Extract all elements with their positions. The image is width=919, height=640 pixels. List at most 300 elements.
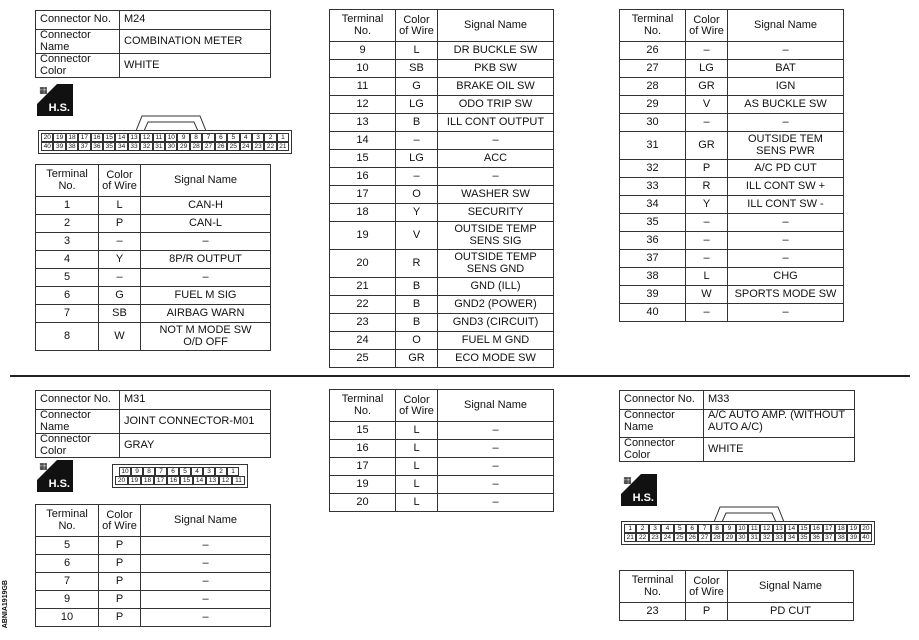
wire-color-cell: L — [396, 42, 438, 60]
table-row — [36, 287, 271, 305]
terminal-no-cell: 28 — [620, 78, 686, 96]
terminal-no-cell: 23 — [620, 603, 686, 621]
connector-pin: 38 — [835, 533, 847, 542]
wire-color-cell: GR — [686, 78, 728, 96]
connector-pin: 36 — [91, 142, 103, 151]
connector-pin: 8 — [711, 524, 723, 533]
m33-terminal-table — [619, 570, 854, 621]
connector-pin: 18 — [835, 524, 847, 533]
table-row — [620, 178, 844, 196]
signal-name-cell: – — [141, 591, 271, 609]
signal-name-cell: – — [141, 233, 271, 251]
terminal-no-cell: 12 — [330, 96, 396, 114]
connector-pin: 5 — [674, 524, 686, 533]
signal-name-cell: ILL CONT SW - — [728, 196, 844, 214]
terminal-no-cell: 40 — [620, 304, 686, 322]
wire-color-cell: SB — [99, 305, 141, 323]
terminal-no-cell: 34 — [620, 196, 686, 214]
section-divider — [10, 375, 910, 377]
terminal-no-cell: 32 — [620, 160, 686, 178]
table-row — [620, 603, 854, 621]
wire-color-cell: Y — [686, 196, 728, 214]
connector-pin: 18 — [66, 133, 78, 142]
wire-color-cell: B — [396, 314, 438, 332]
connector-pin: 27 — [698, 533, 710, 542]
signal-name-cell: CHG — [728, 268, 844, 286]
terminal-no-cell: 4 — [36, 251, 99, 269]
connector-pin: 31 — [748, 533, 760, 542]
connector-pin: 11 — [153, 133, 165, 142]
connector-pin: 38 — [66, 142, 78, 151]
connector-pin: 16 — [167, 476, 180, 485]
header-color-of-wire: Color of Wire — [396, 390, 438, 422]
terminal-no-cell: 11 — [330, 78, 396, 96]
signal-name-cell: BRAKE OIL SW — [438, 78, 554, 96]
connector-pin: 11 — [232, 476, 245, 485]
connector-pin: 17 — [154, 476, 167, 485]
header-terminal-no: Terminal No. — [620, 571, 686, 603]
signal-name-cell: – — [728, 214, 844, 232]
wire-color-cell: – — [686, 232, 728, 250]
signal-name-cell: ECO MODE SW — [438, 350, 554, 368]
connector-pin: 3 — [649, 524, 661, 533]
label-connector-color: Connector Color — [36, 434, 120, 458]
m24-terminal-table-2 — [329, 9, 554, 368]
header-terminal-no: Terminal No. — [620, 10, 686, 42]
signal-name-cell: CAN-H — [141, 197, 271, 215]
wire-color-cell: L — [396, 422, 438, 440]
signal-name-cell: – — [141, 609, 271, 627]
connector-pin: 12 — [219, 476, 232, 485]
connector-pin: 36 — [810, 533, 822, 542]
table-row — [330, 42, 554, 60]
label-connector-no: Connector No. — [36, 391, 120, 410]
m24-terminal-table-3 — [619, 9, 844, 322]
connector-pin: 32 — [140, 142, 152, 151]
table-row — [620, 304, 844, 322]
connector-pin: 13 — [773, 524, 785, 533]
connector-pin: 15 — [103, 133, 115, 142]
wire-color-cell: L — [99, 197, 141, 215]
connector-pin: 28 — [711, 533, 723, 542]
signal-name-cell: CAN-L — [141, 215, 271, 233]
wire-color-cell: P — [686, 160, 728, 178]
table-row — [330, 168, 554, 186]
m31-connector-no: M31 — [120, 391, 271, 410]
connector-pin: 18 — [141, 476, 154, 485]
connector-pin: 14 — [785, 524, 797, 533]
connector-pin: 17 — [78, 133, 90, 142]
terminal-no-cell: 22 — [330, 296, 396, 314]
wire-color-cell: P — [99, 591, 141, 609]
terminal-no-cell: 6 — [36, 555, 99, 573]
connector-pin: 2 — [264, 133, 276, 142]
table-row — [330, 96, 554, 114]
connector-pin: 40 — [41, 142, 53, 151]
table-row — [330, 250, 554, 278]
connector-pin: 32 — [760, 533, 772, 542]
m31-connector-color: GRAY — [120, 434, 271, 458]
table-row — [330, 278, 554, 296]
table-row — [330, 350, 554, 368]
terminal-no-cell: 23 — [330, 314, 396, 332]
connector-pin: 33 — [128, 142, 140, 151]
header-color-of-wire: Color of Wire — [686, 10, 728, 42]
signal-name-cell: FUEL M GND — [438, 332, 554, 350]
connector-pin: 19 — [128, 476, 141, 485]
terminal-no-cell: 16 — [330, 168, 396, 186]
table-row — [620, 286, 844, 304]
connector-pin: 7 — [202, 133, 214, 142]
connector-pin: 26 — [215, 142, 227, 151]
terminal-no-cell: 2 — [36, 215, 99, 233]
wire-color-cell: B — [396, 296, 438, 314]
connector-pin: 23 — [252, 142, 264, 151]
terminal-no-cell: 33 — [620, 178, 686, 196]
wire-color-cell: V — [396, 222, 438, 250]
wire-color-cell: SB — [396, 60, 438, 78]
wire-color-cell: L — [686, 268, 728, 286]
table-row — [620, 78, 844, 96]
wire-color-cell: V — [686, 96, 728, 114]
header-signal-name: Signal Name — [141, 505, 271, 537]
table-row — [330, 186, 554, 204]
wire-color-cell: W — [686, 286, 728, 304]
m33-connector-face — [621, 521, 875, 545]
connector-pin: 13 — [206, 476, 219, 485]
table-row — [620, 132, 844, 160]
table-row — [330, 494, 554, 512]
connector-pin: 25 — [674, 533, 686, 542]
connector-pin: 2 — [636, 524, 648, 533]
hs-label: H.S. — [48, 478, 70, 490]
m33-pin-row-bottom — [624, 533, 872, 542]
connector-pin: 7 — [155, 467, 167, 476]
signal-name-cell: ODO TRIP SW — [438, 96, 554, 114]
table-row — [620, 60, 844, 78]
connector-pin: 24 — [240, 142, 252, 151]
terminal-no-cell: 7 — [36, 305, 99, 323]
table-row — [620, 232, 844, 250]
signal-name-cell: – — [438, 458, 554, 476]
terminal-no-cell: 20 — [330, 250, 396, 278]
wire-color-cell: – — [686, 42, 728, 60]
connector-pin: 37 — [823, 533, 835, 542]
connector-pin: 4 — [240, 133, 252, 142]
connector-pin: 14 — [115, 133, 127, 142]
label-connector-color: Connector Color — [620, 438, 704, 462]
table-row — [36, 609, 271, 627]
label-connector-color: Connector Color — [36, 54, 120, 78]
signal-name-cell: ILL CONT SW + — [728, 178, 844, 196]
connector-pin: 27 — [202, 142, 214, 151]
connector-pin: 30 — [736, 533, 748, 542]
wire-color-cell: W — [99, 323, 141, 351]
connector-pin: 21 — [624, 533, 636, 542]
connector-pin: 1 — [227, 467, 239, 476]
terminal-no-cell: 19 — [330, 222, 396, 250]
terminal-no-cell: 10 — [330, 60, 396, 78]
terminal-no-cell: 17 — [330, 458, 396, 476]
connector-pin: 9 — [131, 467, 143, 476]
wire-color-cell: – — [99, 233, 141, 251]
signal-name-cell: BAT — [728, 60, 844, 78]
signal-name-cell: – — [728, 42, 844, 60]
connector-pin: 11 — [748, 524, 760, 533]
m31-connector-face — [112, 464, 248, 488]
signal-name-cell: OUTSIDE TEMP SENS GND — [438, 250, 554, 278]
signal-name-cell: GND2 (POWER) — [438, 296, 554, 314]
wire-color-cell: LG — [686, 60, 728, 78]
connector-pin: 17 — [823, 524, 835, 533]
signal-name-cell: – — [141, 573, 271, 591]
connector-pin: 1 — [624, 524, 636, 533]
table-row — [36, 215, 271, 233]
terminal-no-cell: 26 — [620, 42, 686, 60]
connector-pin: 14 — [193, 476, 206, 485]
connector-pin: 5 — [227, 133, 239, 142]
terminal-no-cell: 35 — [620, 214, 686, 232]
table-row — [330, 78, 554, 96]
connector-pin: 35 — [103, 142, 115, 151]
signal-name-cell: – — [141, 555, 271, 573]
signal-name-cell: A/C PD CUT — [728, 160, 844, 178]
connector-pin: 39 — [847, 533, 859, 542]
header-signal-name: Signal Name — [728, 10, 844, 42]
table-row — [330, 222, 554, 250]
wire-color-cell: L — [396, 440, 438, 458]
header-signal-name: Signal Name — [141, 165, 271, 197]
m24-connector-color: WHITE — [120, 54, 271, 78]
header-signal-name: Signal Name — [728, 571, 854, 603]
connector-pin: 2 — [215, 467, 227, 476]
table-row — [330, 296, 554, 314]
table-row — [620, 96, 844, 114]
terminal-no-cell: 31 — [620, 132, 686, 160]
connector-pin: 13 — [128, 133, 140, 142]
terminal-no-cell: 7 — [36, 573, 99, 591]
connector-pin: 35 — [798, 533, 810, 542]
terminal-no-cell: 9 — [330, 42, 396, 60]
m31-terminal-table-2 — [329, 389, 554, 512]
terminal-no-cell: 1 — [36, 197, 99, 215]
table-row — [330, 314, 554, 332]
connector-pin: 16 — [810, 524, 822, 533]
connector-pin: 12 — [140, 133, 152, 142]
m33-connector-no: M33 — [704, 391, 855, 410]
signal-name-cell: WASHER SW — [438, 186, 554, 204]
table-row — [620, 250, 844, 268]
header-signal-name: Signal Name — [438, 390, 554, 422]
terminal-no-cell: 5 — [36, 537, 99, 555]
wire-color-cell: O — [396, 332, 438, 350]
label-connector-name: Connector Name — [36, 30, 120, 54]
header-terminal-no: Terminal No. — [330, 10, 396, 42]
table-row — [330, 150, 554, 168]
m31-connector-info — [35, 390, 271, 458]
table-row — [330, 114, 554, 132]
m24-connector-no: M24 — [120, 11, 271, 30]
connector-pin: 9 — [177, 133, 189, 142]
connector-pin: 15 — [180, 476, 193, 485]
m33-pin-row-top — [624, 524, 872, 533]
connector-pin: 34 — [115, 142, 127, 151]
hs-label: H.S. — [48, 102, 70, 114]
terminal-no-cell: 6 — [36, 287, 99, 305]
connector-pin: 12 — [760, 524, 772, 533]
connector-pin: 20 — [860, 524, 872, 533]
connector-pin: 24 — [661, 533, 673, 542]
header-terminal-no: Terminal No. — [36, 505, 99, 537]
terminal-no-cell: 18 — [330, 204, 396, 222]
wire-color-cell: P — [99, 215, 141, 233]
signal-name-cell: – — [141, 269, 271, 287]
connector-pin: 29 — [177, 142, 189, 151]
connector-pin: 6 — [215, 133, 227, 142]
terminal-no-cell: 38 — [620, 268, 686, 286]
wire-color-cell: – — [686, 114, 728, 132]
table-row — [330, 440, 554, 458]
wire-color-cell: B — [396, 278, 438, 296]
wire-color-cell: GR — [396, 350, 438, 368]
wire-color-cell: P — [99, 537, 141, 555]
signal-name-cell: OUTSIDE TEM SENS PWR — [728, 132, 844, 160]
connector-pin: 31 — [153, 142, 165, 151]
signal-name-cell: – — [728, 232, 844, 250]
table-row — [36, 323, 271, 351]
table-row — [620, 268, 844, 286]
wire-color-cell: L — [396, 494, 438, 512]
m24-connector-face — [38, 130, 292, 154]
terminal-no-cell: 36 — [620, 232, 686, 250]
table-row — [36, 537, 271, 555]
terminal-no-cell: 19 — [330, 476, 396, 494]
wire-color-cell: Y — [396, 204, 438, 222]
table-row — [36, 251, 271, 269]
m24-connector-lock-outline — [136, 112, 206, 132]
signal-name-cell: AS BUCKLE SW — [728, 96, 844, 114]
m33-connector-name: A/C AUTO AMP. (WITHOUT AUTO A/C) — [704, 410, 855, 438]
hs-harness-side-icon: ▦ H.S. — [37, 460, 73, 492]
signal-name-cell: – — [438, 132, 554, 150]
connector-pin: 23 — [649, 533, 661, 542]
table-row — [620, 214, 844, 232]
header-color-of-wire: Color of Wire — [396, 10, 438, 42]
wire-color-cell: B — [396, 114, 438, 132]
connector-pin: 8 — [190, 133, 202, 142]
wire-color-cell: G — [396, 78, 438, 96]
terminal-no-cell: 15 — [330, 422, 396, 440]
header-color-of-wire: Color of Wire — [686, 571, 728, 603]
terminal-no-cell: 20 — [330, 494, 396, 512]
terminal-no-cell: 24 — [330, 332, 396, 350]
signal-name-cell: GND3 (CIRCUIT) — [438, 314, 554, 332]
terminal-no-cell: 3 — [36, 233, 99, 251]
signal-name-cell: – — [438, 422, 554, 440]
table-row — [36, 591, 271, 609]
header-color-of-wire: Color of Wire — [99, 165, 141, 197]
connector-pin: 22 — [636, 533, 648, 542]
m24-pin-row-top — [41, 133, 289, 142]
label-connector-name: Connector Name — [620, 410, 704, 438]
signal-name-cell: FUEL M SIG — [141, 287, 271, 305]
connector-pin: 5 — [179, 467, 191, 476]
m31-connector-name: JOINT CONNECTOR-M01 — [120, 410, 271, 434]
connector-pin: 22 — [264, 142, 276, 151]
table-row — [36, 573, 271, 591]
table-row — [330, 476, 554, 494]
wire-color-cell: G — [99, 287, 141, 305]
wire-color-cell: L — [396, 458, 438, 476]
connector-pin: 9 — [723, 524, 735, 533]
signal-name-cell: – — [438, 440, 554, 458]
terminal-no-cell: 9 — [36, 591, 99, 609]
connector-pin: 4 — [191, 467, 203, 476]
wire-color-cell: O — [396, 186, 438, 204]
signal-name-cell: – — [438, 494, 554, 512]
m33-connector-info — [619, 390, 855, 462]
wire-color-cell: GR — [686, 132, 728, 160]
connector-pin: 21 — [277, 142, 289, 151]
table-row — [330, 204, 554, 222]
connector-pin: 26 — [686, 533, 698, 542]
wire-color-cell: – — [396, 168, 438, 186]
connector-pin: 19 — [53, 133, 65, 142]
m24-connector-info — [35, 10, 271, 78]
signal-name-cell: GND (ILL) — [438, 278, 554, 296]
wire-color-cell: Y — [99, 251, 141, 269]
header-color-of-wire: Color of Wire — [99, 505, 141, 537]
label-connector-no: Connector No. — [36, 11, 120, 30]
terminal-no-cell: 27 — [620, 60, 686, 78]
terminal-no-cell: 37 — [620, 250, 686, 268]
wire-color-cell: LG — [396, 150, 438, 168]
table-row — [330, 458, 554, 476]
connector-pin: 1 — [277, 133, 289, 142]
signal-name-cell: ILL CONT OUTPUT — [438, 114, 554, 132]
signal-name-cell: – — [728, 304, 844, 322]
table-row — [36, 233, 271, 251]
connector-pin: 28 — [190, 142, 202, 151]
signal-name-cell: PKB SW — [438, 60, 554, 78]
connector-pin: 20 — [41, 133, 53, 142]
table-row — [36, 197, 271, 215]
terminal-no-cell: 8 — [36, 323, 99, 351]
hs-label: H.S. — [632, 492, 654, 504]
table-row — [620, 160, 844, 178]
signal-name-cell: 8P/R OUTPUT — [141, 251, 271, 269]
table-row — [330, 422, 554, 440]
connector-pin: 20 — [115, 476, 128, 485]
wire-color-cell: – — [686, 250, 728, 268]
table-row — [620, 114, 844, 132]
terminal-no-cell: 13 — [330, 114, 396, 132]
connector-pin: 29 — [723, 533, 735, 542]
wire-color-cell: P — [686, 603, 728, 621]
connector-pin: 6 — [167, 467, 179, 476]
connector-pin: 10 — [736, 524, 748, 533]
connector-pin: 3 — [203, 467, 215, 476]
signal-name-cell: AIRBAG WARN — [141, 305, 271, 323]
signal-name-cell: SPORTS MODE SW — [728, 286, 844, 304]
m31-terminal-table-1 — [35, 504, 271, 627]
connector-pin: 19 — [847, 524, 859, 533]
wire-color-cell: P — [99, 573, 141, 591]
signal-name-cell: – — [728, 114, 844, 132]
table-row — [620, 196, 844, 214]
wire-color-cell: – — [686, 214, 728, 232]
terminal-no-cell: 39 — [620, 286, 686, 304]
